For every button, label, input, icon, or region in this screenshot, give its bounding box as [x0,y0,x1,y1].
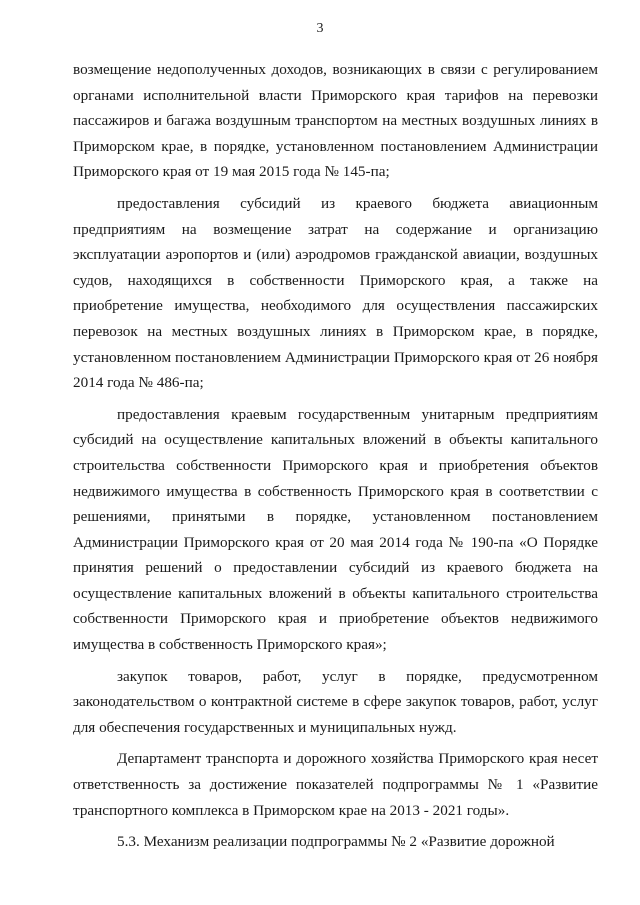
paragraph-subsidies-enterprises: предоставления краевым государственным унитарным предприятиям субсидий на осуществление капитальных вложений в объекты капитального строительства собственности Приморского края и приобретения объектов недвижимого имущества в собственность Приморского края в соответствии с решениями, принятыми в порядке, установленном постановлением Администрации Приморского края от 20 мая 2014 года № 190-па «О Порядке принятия решений о предоставлении субсидий из краевого бюджета на осуществление капитальных вложений в объекты капитального строительства собственности Приморского края и приобретение объектов недвижимого имущества в собственность Приморского края»; [73,405,598,654]
paragraph-procurement: закупок товаров, работ, услуг в порядке, предусмотренном законодательством о контрактной системе в сфере закупок товаров, работ, услуг для обеспечения государственных и муниципальных нужд. [73,667,598,736]
paragraph-subsidies-aviation: предоставления субсидий из краевого бюджета авиационным предприятиям на возмещение затрат на содержание и организацию эксплуатации аэропортов и (или) аэродромов гражданской авиации, воздушных судов, находящихся в собственности Приморского края, а также на приобретение имущества, необходимого для осуществления пассажирских перевозок на местных воздушных линиях в Приморском крае, в порядке, установленном постановлением Администрации Приморского края от 26 ноября 2014 года № 486-па; [73,194,598,392]
paragraph-continuation: возмещение недополученных доходов, возникающих в связи с регулированием органами исполнительной власти Приморского края тарифов на перевозки пассажиров и багажа воздушным транспортом на местных воздушных линиях в Приморском крае, в порядке, установленном постановлением Администрации Приморского края от 19 мая 2015 года № 145-па; [73,61,598,181]
page-number: 3 [316,21,324,36]
paragraph-section-5-3: 5.3. Механизм реализации подпрограммы № 2 «Развитие дорожной [117,833,555,851]
body-text [73,57,598,855]
paragraph-department-responsibility: Департамент транспорта и дорожного хозяйства Приморского края несет ответственность за достижение показателей подпрограммы № 1 «Развитие транспортного комплекса в Приморском крае на 2013 - 2021 годы». [73,750,598,819]
